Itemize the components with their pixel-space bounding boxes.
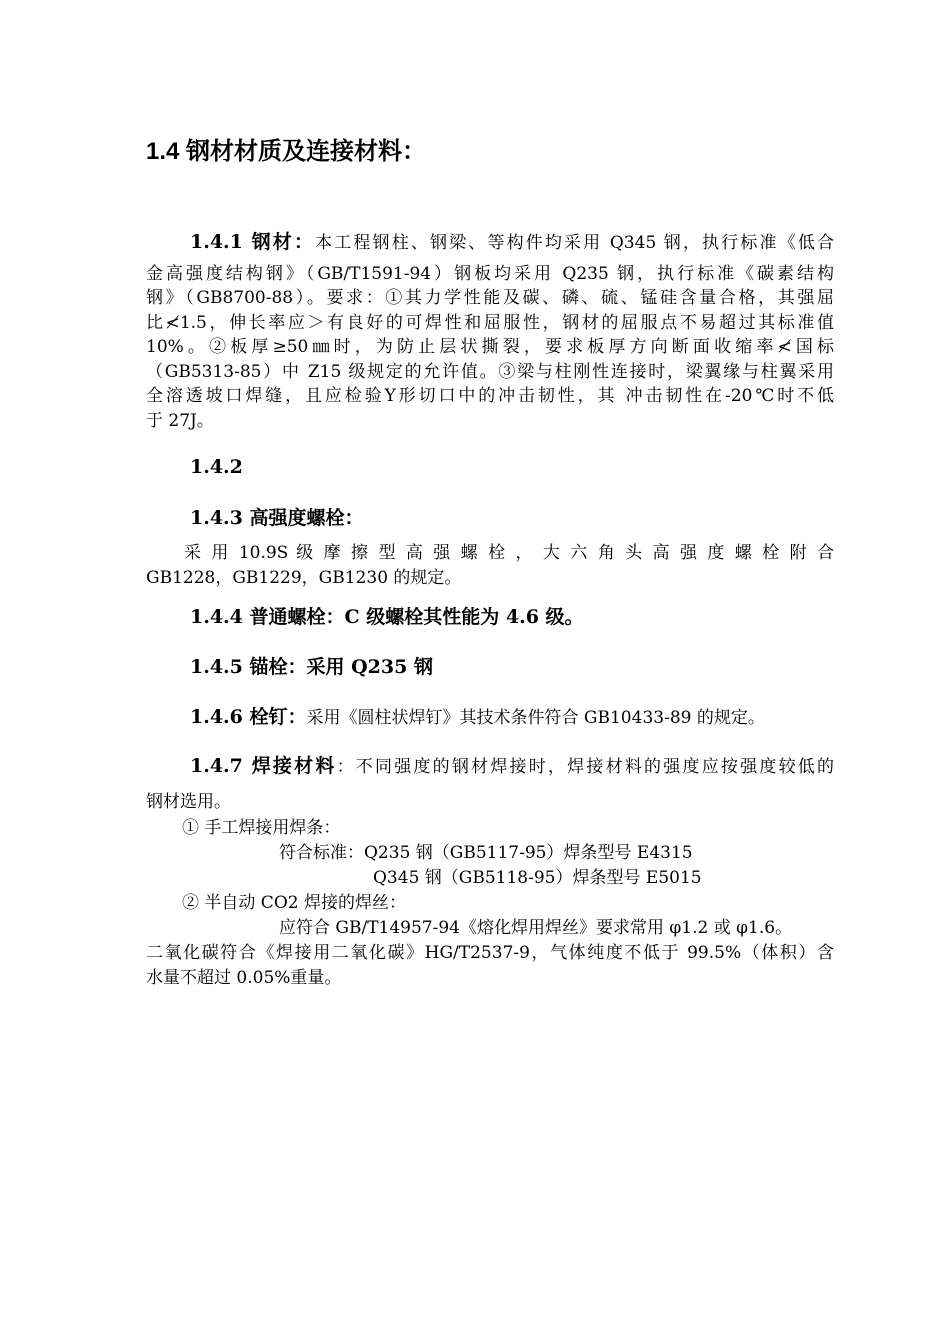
list-item-1-standard-1: 符合标准：Q235 钢（GB5117-95）焊条型号 E4315: [279, 843, 693, 863]
paragraph-line: 1.4.7 焊接材料：不同强度的钢材焊接时，焊接材料的强度应按强度较低的: [190, 755, 834, 777]
list-item-2: ② 半自动 CO2 焊接的焊丝：: [182, 893, 406, 913]
section-text: 采用《圆柱状焊钉》其技术条件符合 GB10433-89 的规定。: [306, 708, 765, 728]
paragraph-line: 全溶透坡口焊缝，且应检验Y形切口中的冲击韧性，其 冲击韧性在-20℃时不低: [146, 386, 834, 406]
paragraph-line: 水量不超过 0.05%重量。: [146, 967, 342, 988]
paragraph-line: 10%。②板厚≥50㎜时，为防止层状撕裂，要求板厚方向断面收缩率≮国标: [146, 337, 834, 357]
section-label: 1.4.7 焊接材料: [190, 755, 337, 777]
paragraph-line: 金高强度结构钢》（GB/T1591-94）钢板均采用 Q235 钢，执行标准《碳素结构: [146, 263, 834, 284]
paragraph-line: GB1228，GB1229，GB1230 的规定。: [146, 568, 462, 588]
list-item-1: ① 手工焊接用焊条：: [182, 818, 341, 838]
section-1-4-7: [146, 754, 834, 814]
section-1-4-5: 1.4.5 锚栓：采用 Q235 钢: [190, 656, 433, 678]
list-item-1-standard-2: Q345 钢（GB5118-95）焊条型号 E5015: [373, 868, 702, 888]
list-item-2-standard: 应符合 GB/T14957-94《熔化焊用焊丝》要求常用 φ1.2 或 φ1.6。: [279, 918, 793, 938]
paragraph-line: 二氧化碳符合《焊接用二氧化碳》HG/T2537-9，气体纯度不低于 99.5%（体积）含: [146, 943, 834, 963]
paragraph-line: 钢》（GB8700-88）。要求：①其力学性能及碳、磷、硫、锰硅含量合格，其强屈: [146, 288, 834, 308]
paragraph-line: 比≮1.5，伸长率应＞有良好的可焊性和屈服性，钢材的屈服点不易超过其标准值: [146, 312, 834, 333]
paragraph-line: 钢材选用。: [146, 791, 231, 812]
section-label: 1.4.1 钢材：: [190, 231, 316, 253]
section-1-4-2-label: 1.4.2: [190, 456, 243, 478]
paragraph-line: （GB5313-85）中 Z15 级规定的允许值。③梁与柱刚性连接时，梁翼缘与柱翼采用: [146, 361, 834, 382]
section-1-4-3-body-2: [146, 566, 834, 591]
section-1-4-1: [146, 230, 834, 433]
paragraph-line: 1.4.1 钢材：本工程钢柱、钢梁、等构件均采用 Q345 钢，执行标准《低合: [190, 231, 834, 253]
paragraph-line: 采 用 10.9S 级 摩 擦 型 高 强 螺 栓 ， 大 六 角 头 高 强 度 螺 栓 附 合: [184, 543, 834, 563]
paragraph-line: 于 27J。: [146, 410, 214, 431]
section-heading: 1.4 钢材材质及连接材料：: [146, 138, 427, 165]
section-1-4-6: [190, 703, 765, 732]
co2-paragraph: [146, 941, 834, 990]
section-1-4-4: 1.4.4 普通螺栓：C 级螺栓其性能为 4.6 级。: [190, 606, 584, 628]
section-1-4-3-body: [184, 541, 834, 566]
section-1-4-3-label: 1.4.3 高强度螺栓：: [190, 507, 364, 529]
section-label: 1.4.6 栓钉：: [190, 706, 307, 728]
